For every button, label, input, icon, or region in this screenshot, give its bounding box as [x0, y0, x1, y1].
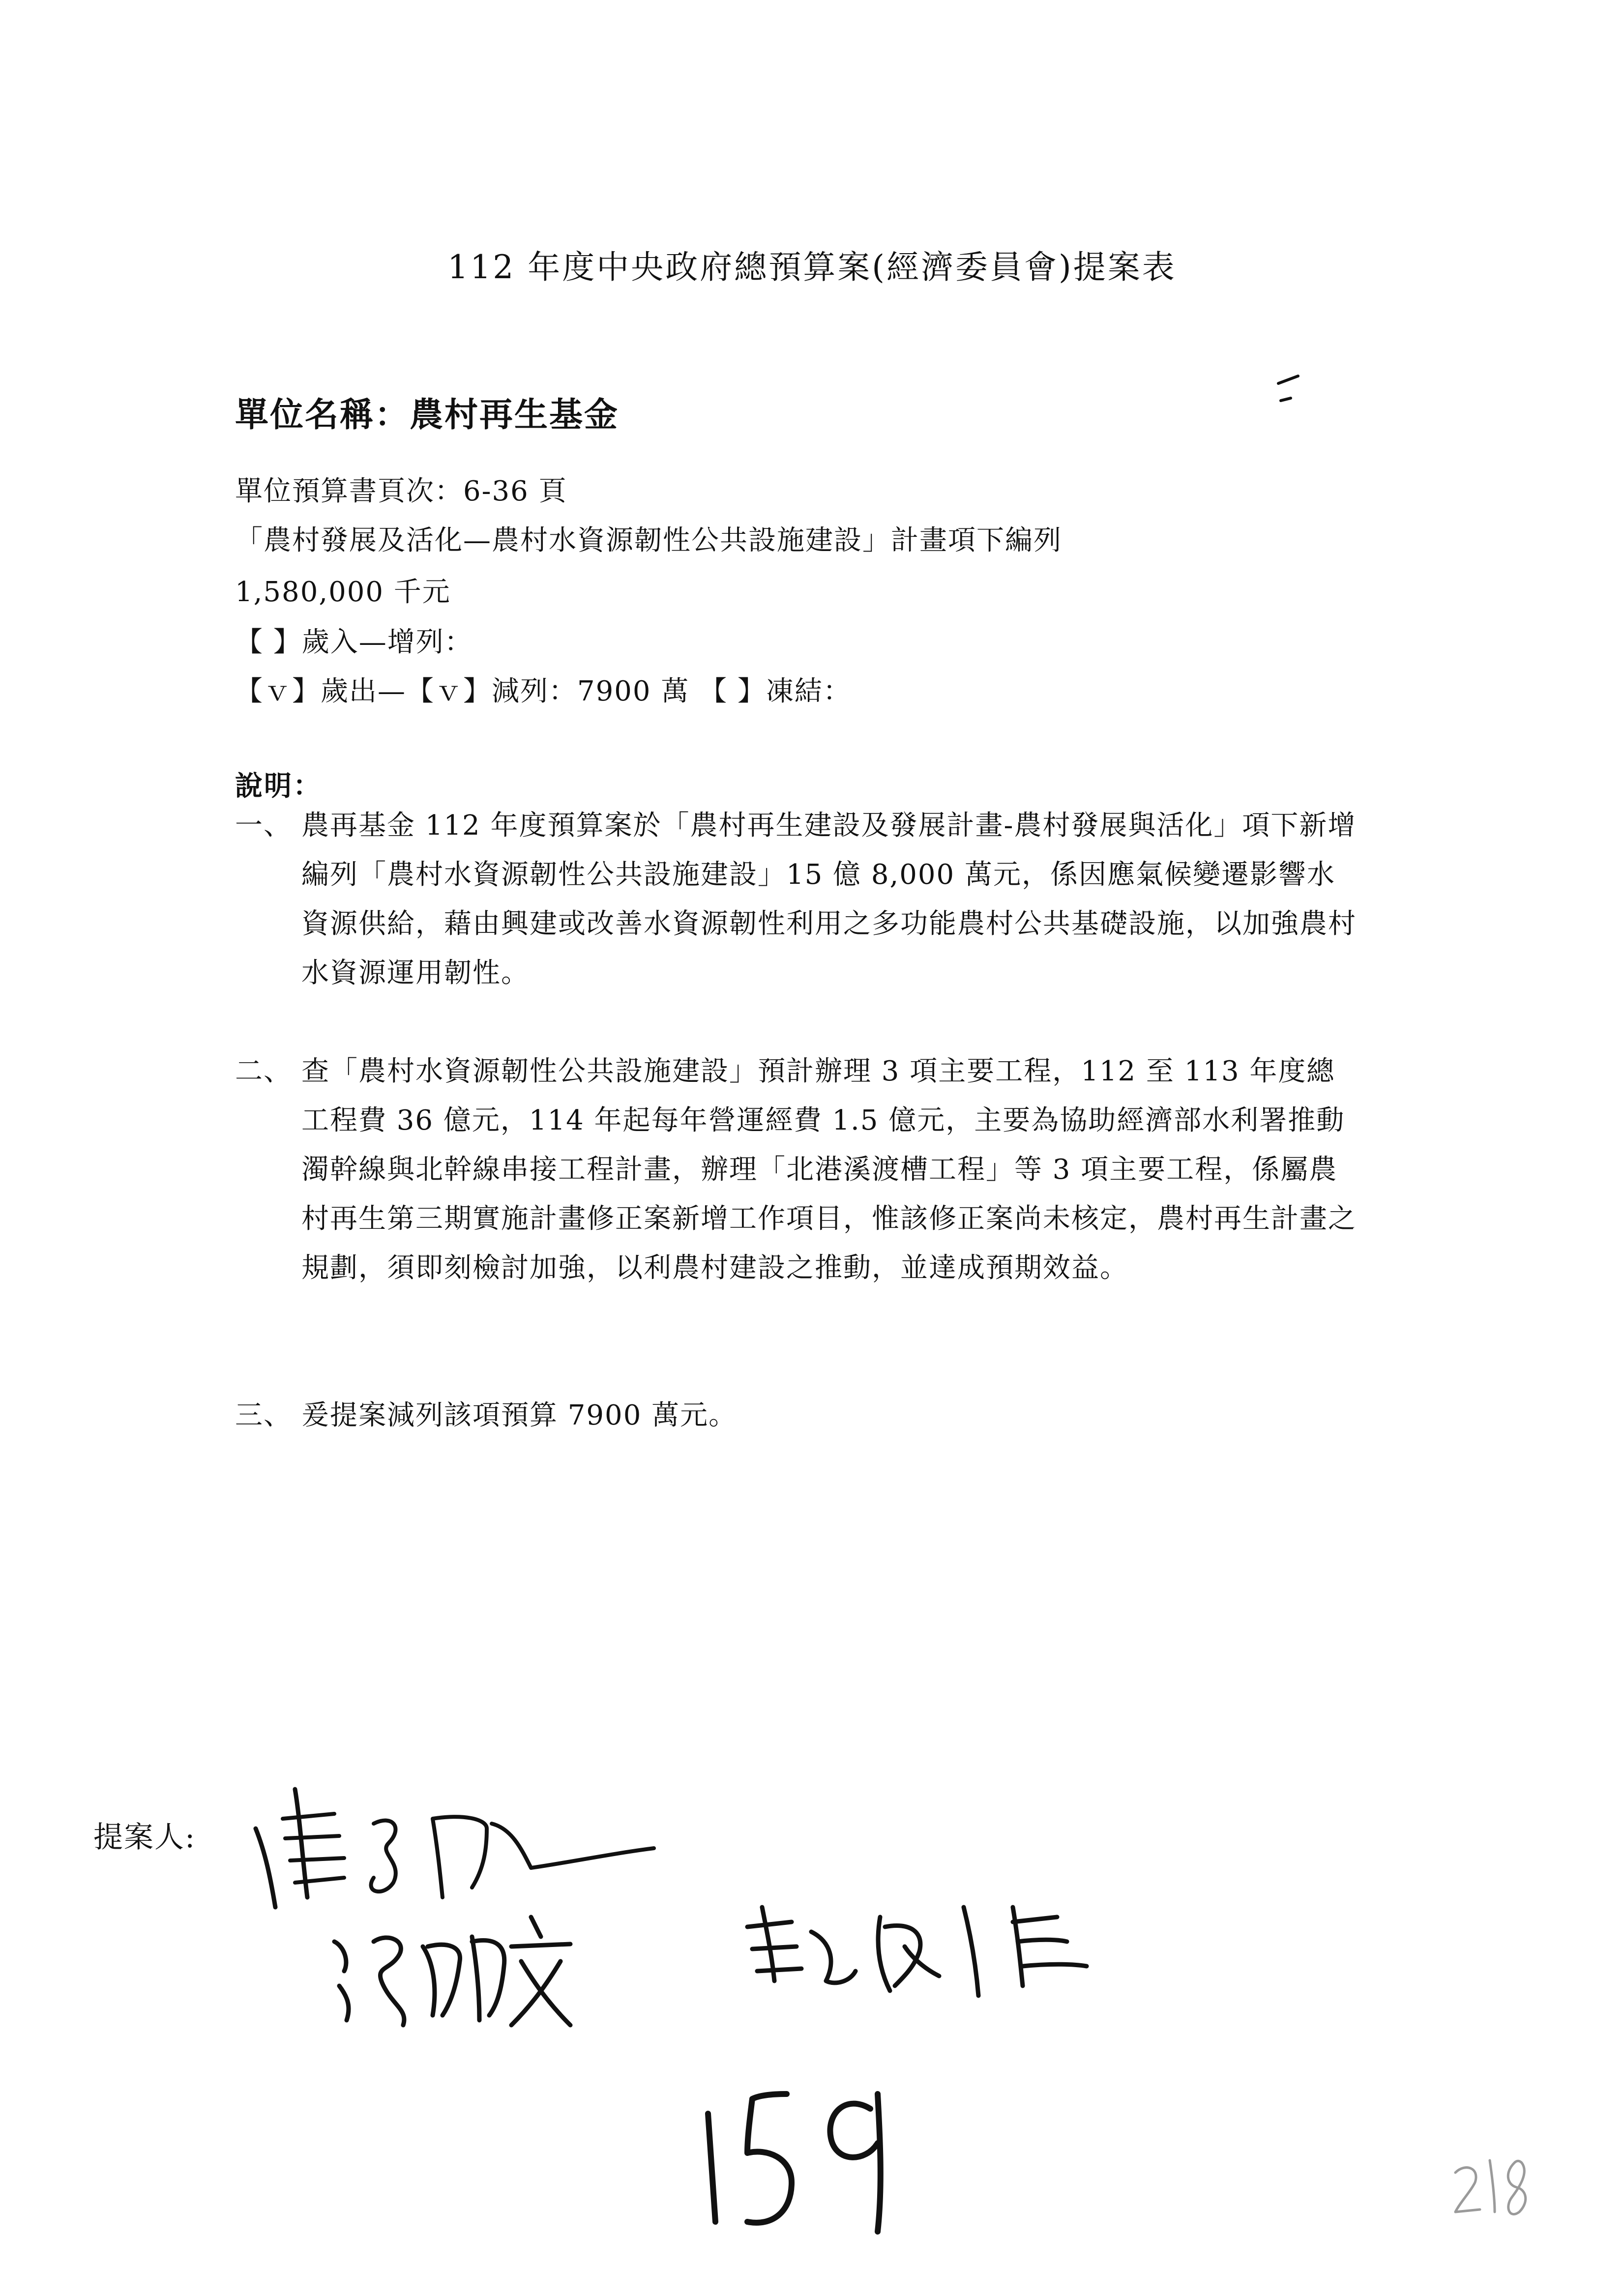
budget-amount: 1,580,000 千元: [235, 576, 451, 608]
explanation-label: 說明：: [235, 770, 322, 802]
explanation-paragraph: [235, 1391, 1366, 1440]
paragraph-text: 查「農村水資源韌性公共設施建設」預計辦理 3 項主要工程，112 至 113 年度總工程費 36 億元，114 年起每年營運經費 1.5 億元，主要為協助經濟部水利署推動濁幹線與北幹線串接工程計畫，辦理「北港溪渡槽工程」等 3 項主要工程，係屬農村再生第三期實施計畫修正案新增工作項目，惟該修正案尚未核定，農村再生計畫之規劃，須即刻檢討加強，以利農村建設之推動，並達成預期效益。: [301, 1055, 1357, 1284]
paragraph-text: 農再基金 112 年度預算案於「農村再生建設及發展計畫-農村發展與活化」項下新增編列「農村水資源韌性公共設施建設」15 億 8,000 萬元，係因應氣候變遷影響水資源供給，藉由興建或改善水資源韌性利用之多功能農村公共基礎設施，以加強農村水資源運用韌性。: [301, 810, 1357, 989]
budget-page-ref: 單位預算書頁次：6-36 頁: [235, 475, 567, 507]
explanation-paragraph: [235, 1047, 1366, 1293]
explanation-paragraph: [235, 801, 1366, 998]
proposer-signature: [334, 1917, 570, 2025]
proposer-label: 提案人:: [93, 1820, 196, 1855]
page-number-mark: [1455, 2160, 1526, 2214]
paragraph-number: 三、: [235, 1399, 292, 1431]
expenditure-decrease-line: 【ｖ】歲出—【ｖ】減列：7900 萬 【 】凍結：: [235, 675, 852, 707]
scan-mark: [1278, 376, 1298, 401]
document-title: 112 年度中央政府總預算案(經濟委員會)提案表: [447, 248, 1177, 286]
proposer-signature: [747, 1907, 1087, 1996]
paragraph-number: 一、: [235, 810, 292, 842]
paragraph-number: 二、: [235, 1055, 292, 1087]
plan-item-line: 「農村發展及活化—農村水資源韌性公共設施建設」計畫項下編列: [235, 524, 1062, 556]
unit-name: 單位名稱：農村再生基金: [235, 395, 620, 435]
proposer-signature: [256, 1789, 654, 1907]
revenue-increase-line: 【 】歲入—增列：: [235, 626, 473, 658]
handwritten-number: [708, 2094, 881, 2232]
paragraph-text: 爰提案減列該項預算 7900 萬元。: [301, 1399, 738, 1431]
